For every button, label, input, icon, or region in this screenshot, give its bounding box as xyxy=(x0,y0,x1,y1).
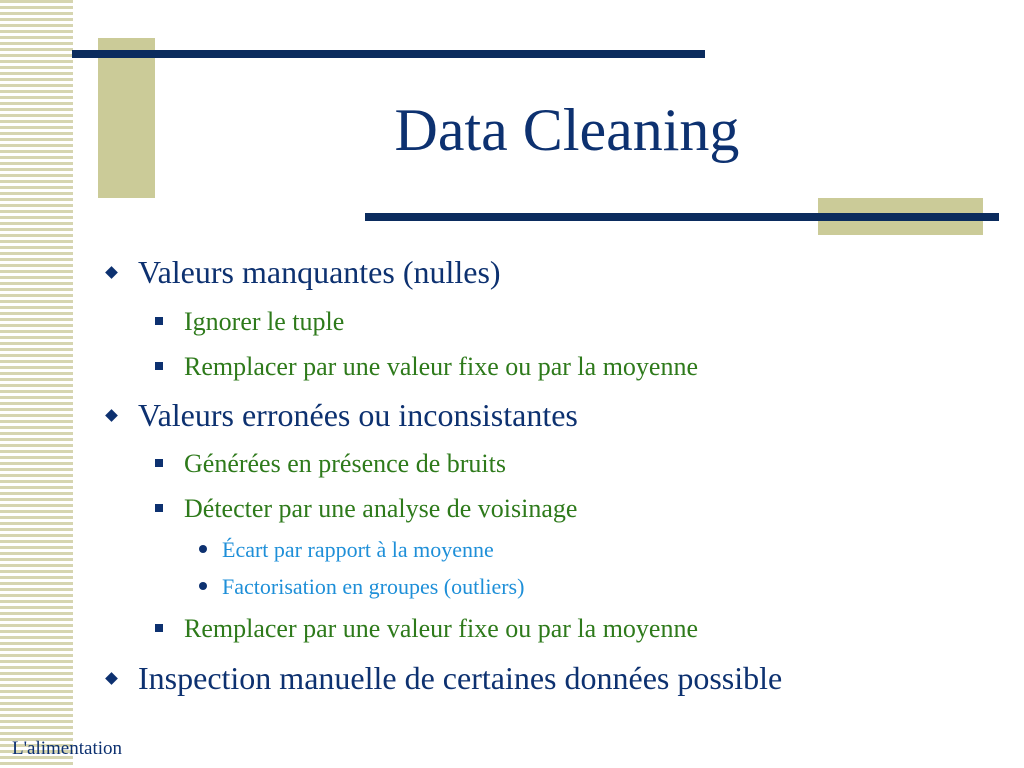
bullet-text: Détecter par une analyse de voisinage xyxy=(184,494,578,523)
bullet-text: Inspection manuelle de certaines données possible xyxy=(138,660,783,696)
bullet-item xyxy=(155,494,577,524)
bullet-item xyxy=(155,449,506,479)
dot-bullet-icon xyxy=(199,545,207,553)
square-bullet-icon xyxy=(155,504,163,512)
bullet-item xyxy=(155,352,698,382)
bullet-text: Remplacer par une valeur fixe ou par la moyenne xyxy=(184,614,698,643)
bullet-text: Valeurs manquantes (nulles) xyxy=(138,254,501,290)
dot-bullet-icon xyxy=(199,582,207,590)
bullet-text: Valeurs erronées ou inconsistantes xyxy=(138,397,578,433)
bullet-text: Écart par rapport à la moyenne xyxy=(222,537,494,562)
bullet-item xyxy=(199,574,524,600)
bullet-text: Générées en présence de bruits xyxy=(184,449,506,478)
bullet-text: Remplacer par une valeur fixe ou par la moyenne xyxy=(184,352,698,381)
bullet-item xyxy=(107,660,782,697)
diamond-bullet-icon xyxy=(105,266,118,279)
slide-footer: L'alimentation xyxy=(12,738,123,759)
bullet-item xyxy=(107,397,578,434)
diamond-bullet-icon xyxy=(105,409,118,422)
slide-title: Data Cleaning xyxy=(394,97,740,163)
bullet-text: Factorisation en groupes (outliers) xyxy=(222,574,525,599)
bullet-item xyxy=(155,614,698,644)
diamond-bullet-icon xyxy=(105,672,118,685)
square-bullet-icon xyxy=(155,362,163,370)
bullet-item xyxy=(199,537,494,563)
square-bullet-icon xyxy=(155,624,163,632)
square-bullet-icon xyxy=(155,317,163,325)
bullet-item xyxy=(155,307,344,337)
square-bullet-icon xyxy=(155,459,163,467)
bullet-text: Ignorer le tuple xyxy=(184,307,345,336)
bullet-item xyxy=(107,254,501,291)
